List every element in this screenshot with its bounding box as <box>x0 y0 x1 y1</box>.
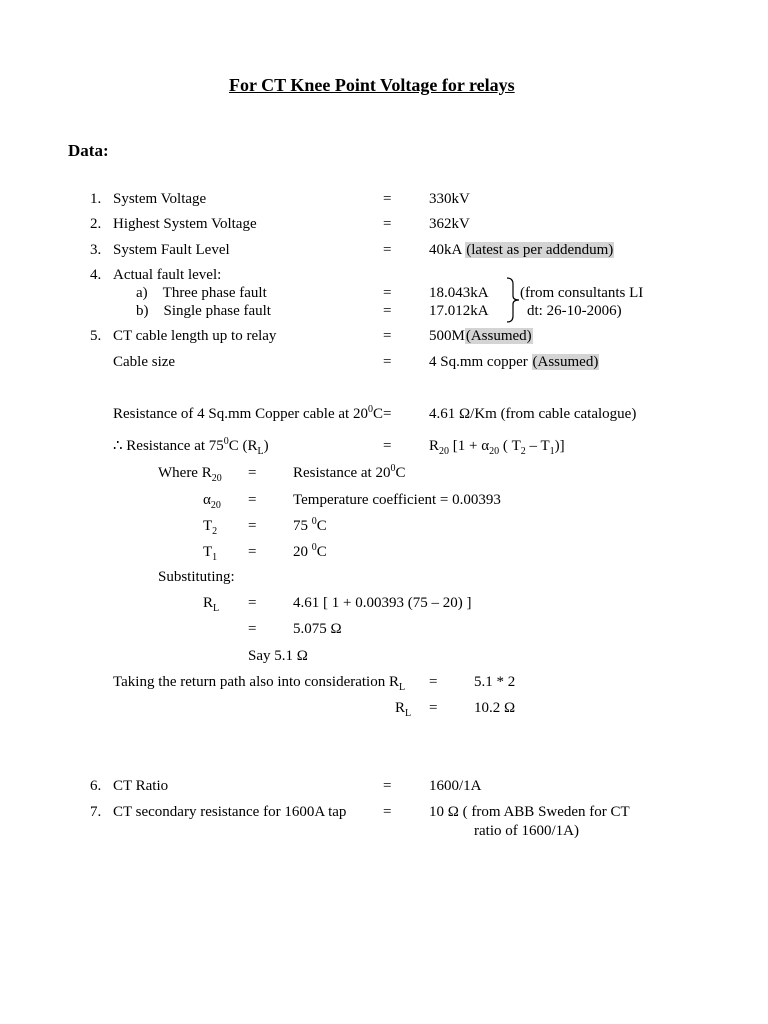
item-3-number: 3. <box>90 242 102 258</box>
cable-size-label: Cable size <box>113 354 176 370</box>
item-6-label: CT Ratio <box>113 778 169 794</box>
item-7-number: 7. <box>90 804 102 820</box>
where-r20-label: Where $R_{20}$ <box>158 465 222 484</box>
return-path-equals: = <box>429 674 438 690</box>
item-3-highlight-note: (latest as per addendum) <box>466 242 614 258</box>
item-2-number: 2. <box>90 216 102 232</box>
item-2-value: 362kV <box>429 216 470 232</box>
rl-final-value: 10.2 Ω <box>474 700 516 716</box>
resistance-20-value: 4.61 Ω/Km (from cable catalogue) <box>429 406 637 422</box>
consultants-note-line-2: dt: 26-10-2006) <box>527 303 622 319</box>
item-4a-value: 18.043kA <box>429 285 489 301</box>
item-5-value-text: 500M <box>429 328 465 344</box>
data-heading: Data: <box>68 141 109 160</box>
item-6-value: 1600/1A <box>429 778 482 794</box>
item-5-label: CT cable length up to relay <box>113 328 277 344</box>
item-1-equals: = <box>383 191 392 207</box>
item-5-highlight-note: (Assumed) <box>465 328 532 344</box>
item-1-label: System Voltage <box>113 191 207 207</box>
item-5-value <box>429 327 533 345</box>
item-7-value-continued: ratio of 1600/1A) <box>474 823 579 839</box>
where-r20-value: Resistance at $20^0C$ <box>293 463 406 481</box>
rl-final-equals: = <box>429 700 438 716</box>
alpha-20-equals: = <box>248 492 257 508</box>
page-title: For CT Knee Point Voltage for relays <box>229 75 515 95</box>
rl-equals: = <box>248 595 257 611</box>
t2-value: 75 $^0$C <box>293 516 327 534</box>
rl-final-label: $R_L$ <box>395 700 412 719</box>
say-rounded: Say 5.1 Ω <box>248 648 308 664</box>
rl-expression: 4.61 [ 1 + 0.00393 (75 – 20) ] <box>293 595 472 611</box>
item-4-label: Actual fault level: <box>113 267 222 283</box>
resistance-75-formula: $R_{20}$ [$1 + \alpha_{20}$ ( $T_2 - T_1$)] <box>429 438 565 457</box>
item-3-label: System Fault Level <box>113 242 230 258</box>
cable-size-highlight-note: (Assumed) <box>532 354 599 370</box>
t1-value: 20 $^0$C <box>293 542 327 560</box>
cable-size-value-text: 4 Sq.mm copper <box>429 354 528 370</box>
t2-equals: = <box>248 518 257 534</box>
cable-size-equals: = <box>383 354 392 370</box>
consultants-note-line-1: (from consultants LI <box>520 285 644 301</box>
t2-label: $T_2$ <box>203 518 218 537</box>
where-r20-equals: = <box>248 465 257 481</box>
curly-brace-icon <box>505 276 521 324</box>
item-7-equals: = <box>383 804 392 820</box>
resistance-75-equals: = <box>383 438 392 454</box>
item-5-number: 5. <box>90 328 102 344</box>
item-5-equals: = <box>383 328 392 344</box>
item-6-number: 6. <box>90 778 102 794</box>
item-1-number: 1. <box>90 191 102 207</box>
item-3-value-text: 40kA <box>429 242 462 258</box>
rl-label: $R_L$ <box>203 595 220 614</box>
item-4-number: 4. <box>90 267 102 283</box>
item-2-equals: = <box>383 216 392 232</box>
item-4b-label: b) Single phase fault <box>136 303 271 319</box>
item-6-equals: = <box>383 778 392 794</box>
item-7-label: CT secondary resistance for 1600A tap <box>113 804 347 820</box>
resistance-75-label: ∴ Resistance at $75^0C$ $(R_L)$ <box>113 436 269 457</box>
t1-equals: = <box>248 544 257 560</box>
resistance-20-label: Resistance of 4 Sq.mm Copper cable at $20^0C=$ <box>113 404 392 422</box>
item-1-value: 330kV <box>429 191 470 207</box>
rl-result: 5.075 Ω <box>293 621 342 637</box>
substituting-label: Substituting: <box>158 569 235 585</box>
alpha-20-label: $\alpha_{20}$ <box>203 492 221 511</box>
return-path-value: 5.1 * 2 <box>474 674 516 690</box>
item-7-value: 10 Ω ( from ABB Sweden for CT <box>429 804 630 820</box>
rl-result-equals: = <box>248 621 257 637</box>
cable-size-value <box>429 353 599 371</box>
item-2-label: Highest System Voltage <box>113 216 257 232</box>
item-4b-equals: = <box>383 303 392 319</box>
item-4a-label: a) Three phase fault <box>136 285 267 301</box>
item-4a-equals: = <box>383 285 392 301</box>
item-3-equals: = <box>383 242 392 258</box>
alpha-20-value: Temperature coefficient = 0.00393 <box>293 492 501 508</box>
t1-label: $T_1$ <box>203 544 218 563</box>
item-3-value <box>429 241 614 259</box>
return-path-label: Taking the return path also into consideration $R_L$ <box>113 674 406 693</box>
item-4b-value: 17.012kA <box>429 303 489 319</box>
